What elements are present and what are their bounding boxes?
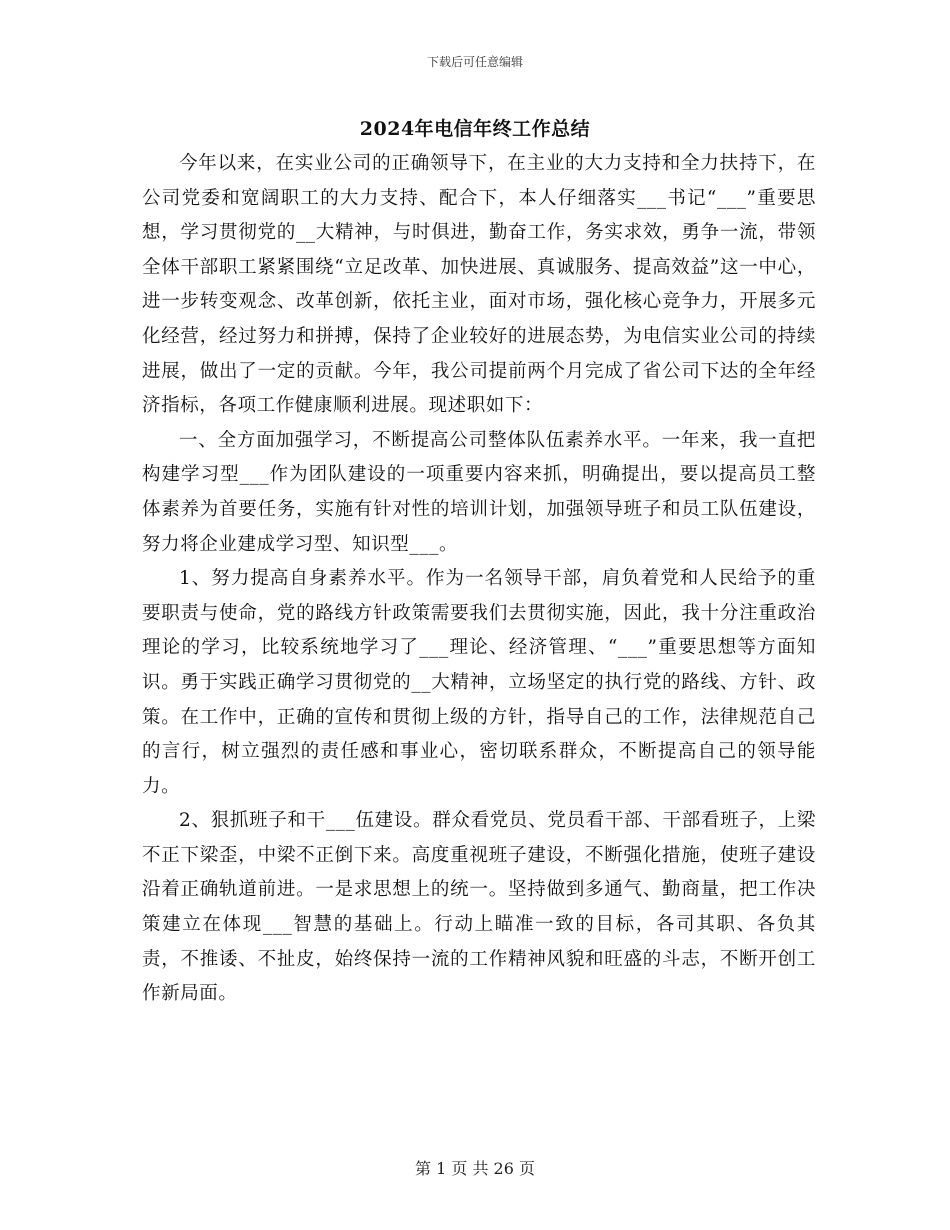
header-note: 下载后可任意编辑 [426, 55, 523, 69]
body-paragraph: 今年以来，在实业公司的正确领导下，在主业的大力支持和全力扶持下，在公司党委和宽阔职工的大力支持、配合下，本人仔细落实___书记“___”重要思想，学习贯彻党的__大精神，与时俱进，勤奋工作，务实求效，勇争一流，带领全体干部职工紧紧围绕“立足改革、加快进展、真诚服务、提高效益”这一中心，进一步转变观念、改革创新，依托主业，面对市场，强化核心竞争力，开展多元化经营，经过努力和拼搏，保持了企业较好的进展态势，为电信实业公司的持续进展，做出了一定的贡献。今年，我公司提前两个月完成了省公司下达的全年经济指标，各项工作健康顺利进展。现述职如下： [142, 153, 816, 417]
document-title: 2024年电信年终工作总结 [359, 118, 591, 140]
page-number: 第 1 页 共 26 页 [415, 1159, 535, 1178]
body-paragraph: 2、狠抓班子和干___伍建设。群众看党员、党员看干部、干部看班子，上梁不正下梁歪，中梁不正倒下来。高度重视班子建设，不断强化措施，使班子建设沿着正确轨道前进。一是求思想上的统一。坚持做到多通气、勤商量，把工作决策建立在体现___智慧的基础上。行动上瞄准一致的目标，各司其职、各负其责，不推诿、不扯皮，始终保持一流的工作精神风貌和旺盛的斗志，不断开创工作新局面。 [142, 810, 816, 1005]
document-body [142, 147, 816, 1012]
body-paragraph: 1、努力提高自身素养水平。作为一名领导干部，肩负着党和人民给予的重要职责与使命，党的路线方针政策需要我们去贯彻实施，因此，我十分注重政治理论的学习，比较系统地学习了___理论、经济管理、“___”重要思想等方面知识。勇于实践正确学习贯彻党的__大精神，立场坚定的执行党的路线、方针、政策。在工作中，正确的宣传和贯彻上级的方针，指导自己的工作，法律规范自己的言行，树立强烈的责任感和事业心，密切联系群众，不断提高自己的领导能力。 [142, 568, 816, 797]
body-paragraph: 一、全方面加强学习，不断提高公司整体队伍素养水平。一年来，我一直把构建学习型___作为团队建设的一项重要内容来抓，明确提出，要以提高员工整体素养为首要任务，实施有针对性的培训计划，加强领导班子和员工队伍建设，努力将企业建成学习型、知识型___。 [142, 429, 816, 555]
